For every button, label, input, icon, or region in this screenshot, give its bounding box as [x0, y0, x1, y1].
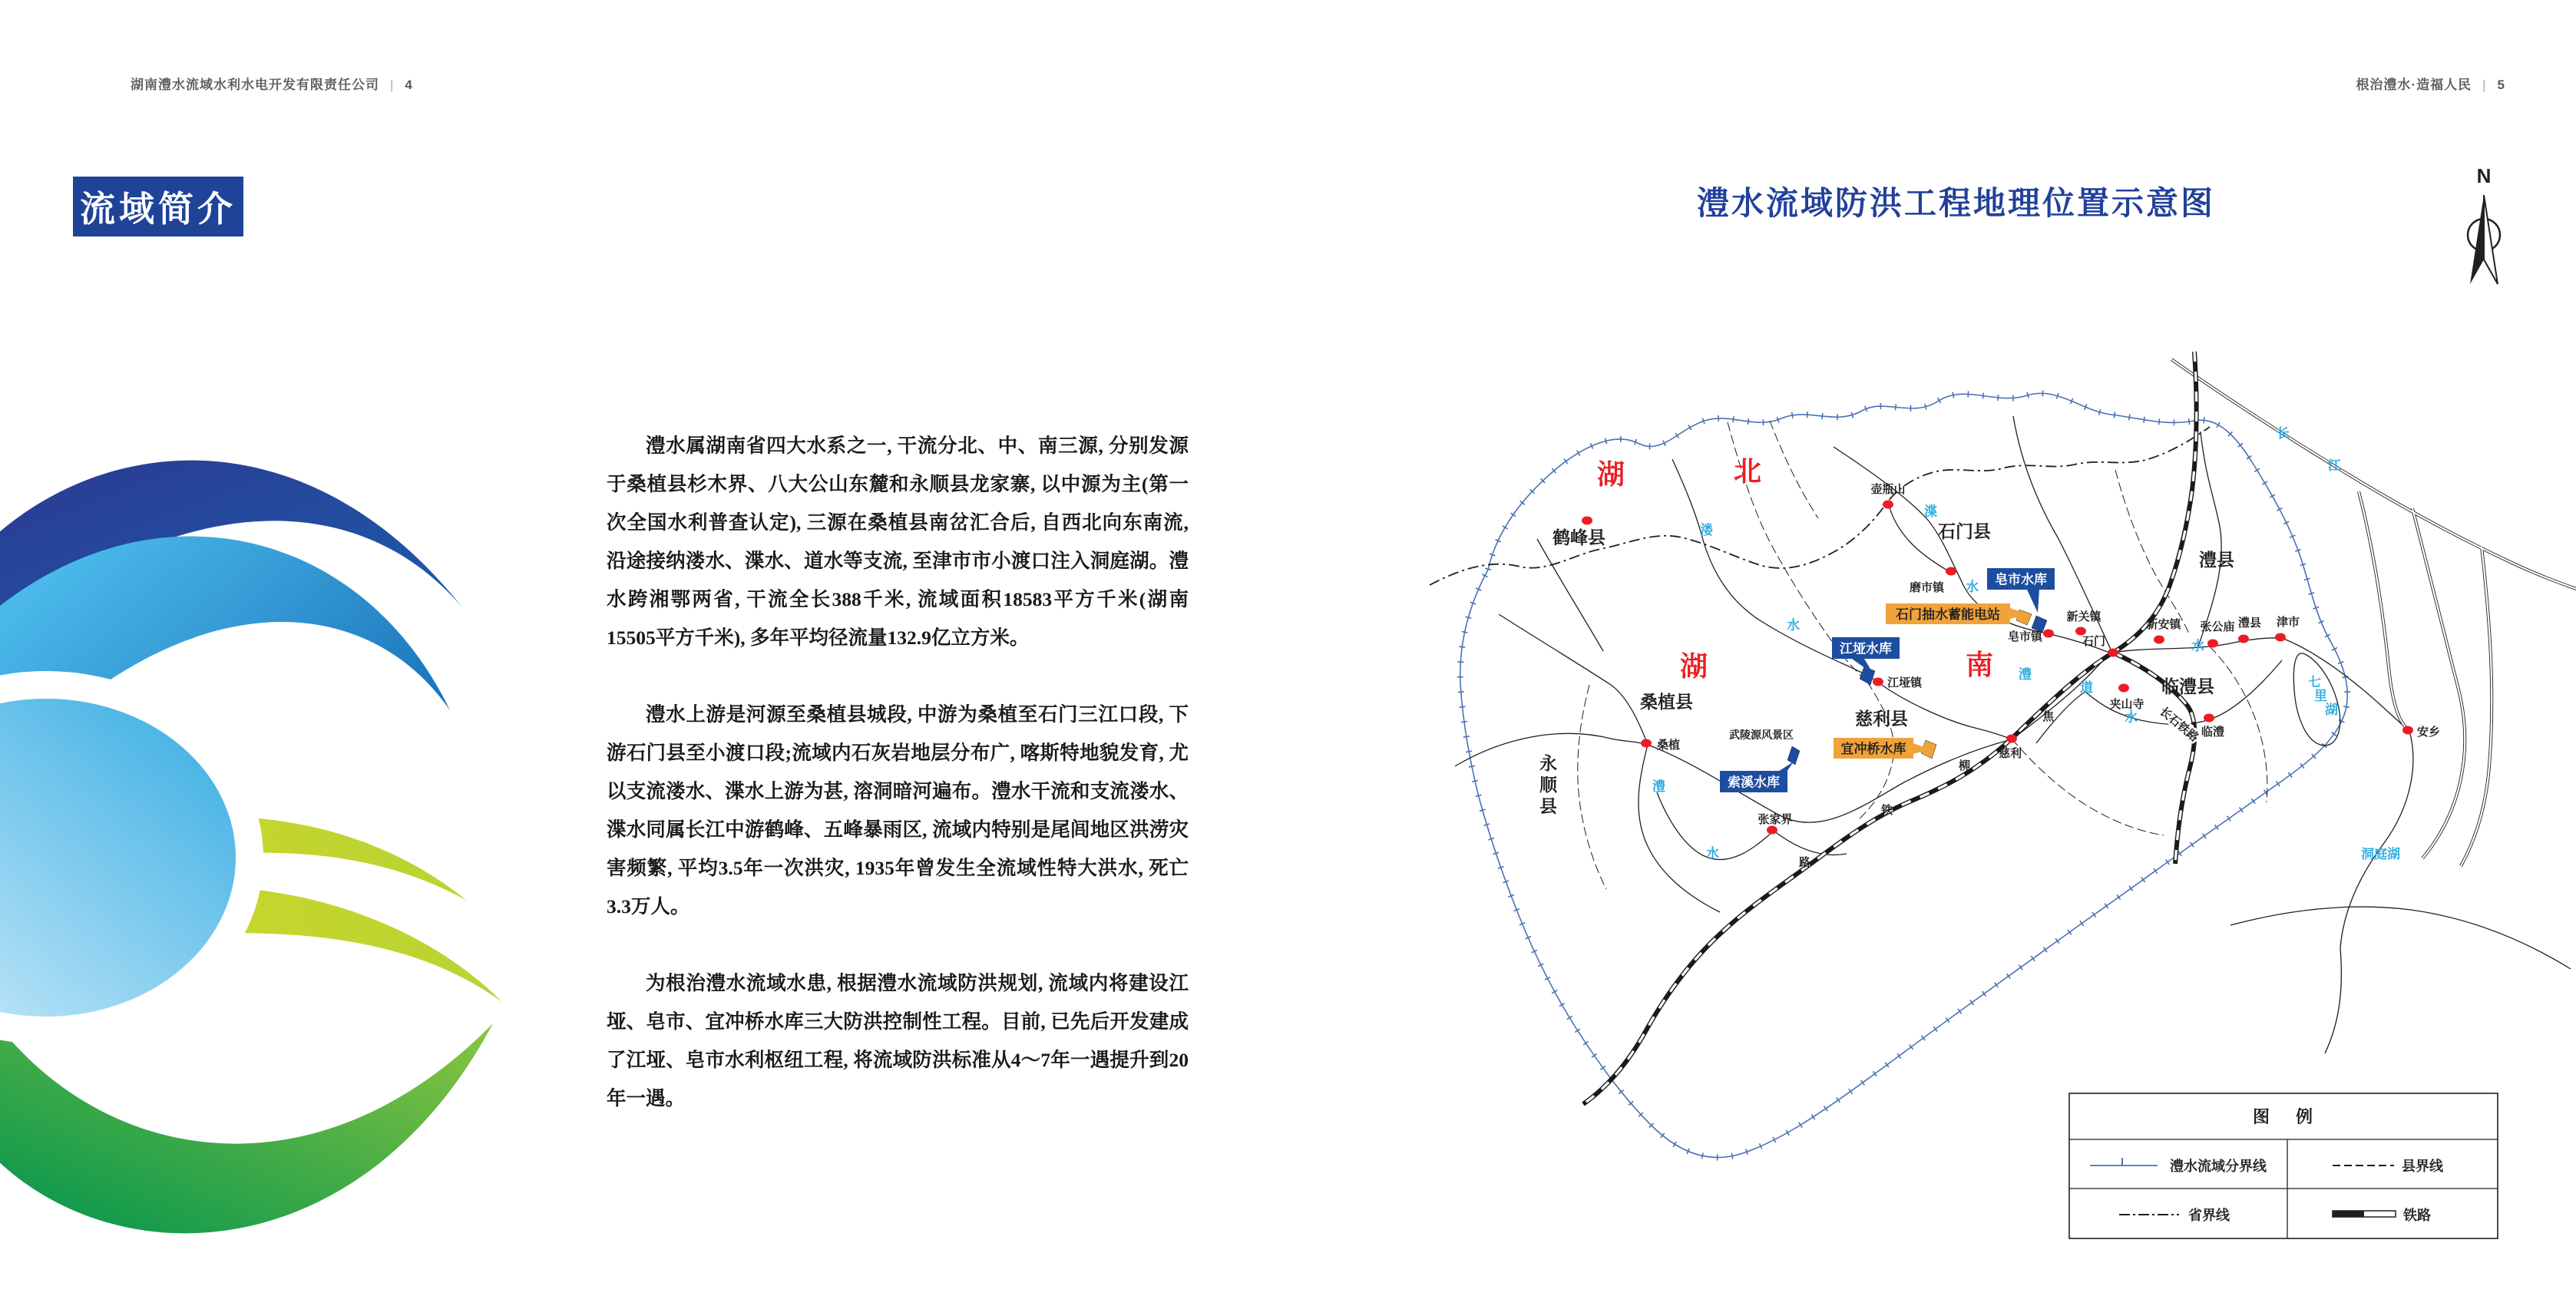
header-divider-right: | — [2482, 78, 2487, 92]
city-sangzhi-dot — [1641, 739, 1652, 748]
city-zhanggongmiao-dot — [2207, 640, 2218, 648]
river-to-dongting — [2282, 638, 2413, 948]
county-yongshun-3: 县 — [1539, 796, 1557, 816]
logo-center-drop — [0, 685, 250, 1030]
article-paragraph-2: 澧水上游是河源至桑植县城段, 中游为桑植至石门三江口段, 下游石门县至小渡口段;流域内石灰岩地层分布广, 喀斯特地貌发育, 尤以支流溇水、渫水上游为甚, 溶洞暗河遍布。澧水干流和支流溇水、渫水同属长江中游鹤峰、五峰暴雨区, 流域内特别是尾闾地区洪涝灾害频繁, 平均3.5年一次洪灾, 1935年曾发生全流域性特大洪水, 死亡3.3万人。 — [607, 703, 1189, 918]
rail-jiaoliu-3: 铁 — [1881, 804, 1893, 817]
header-right — [2356, 74, 2505, 93]
city-zaoshizhen-dot — [2043, 630, 2054, 638]
city-jiangyazhen-label: 江垭镇 — [1887, 676, 1923, 689]
section-title-badge: 流域简介 — [73, 177, 243, 236]
city-xinanzhen-label: 新安镇 — [2146, 618, 2181, 631]
county-yongshun-2: 顺 — [1539, 775, 1557, 795]
province-hubei-bei: 北 — [1734, 455, 1764, 487]
county-shimen: 石门县 — [1938, 521, 1991, 541]
scenic-wulingyuan-label: 武陵源风景区 — [1729, 729, 1794, 741]
north-compass — [2453, 160, 2515, 302]
map-legend — [2069, 1093, 2498, 1238]
header-company-name: 湖南澧水流域水利水电开发有限责任公司 — [131, 78, 379, 92]
province-hubei-hu: 湖 — [1597, 458, 1627, 490]
header-page-number-left: 4 — [405, 78, 413, 92]
city-moshizhen-label: 磨市镇 — [1909, 581, 1944, 594]
article-paragraph-3: 为根治澧水流域水患, 根据澧水流域防洪规划, 流域内将建设江垭、皂市、宜冲桥水库三大防洪控制性工程。目前, 已先后开发建成了江垭、皂市水利枢纽工程, 将流域防洪标准从4～7年一遇提升到20年一遇。 — [607, 972, 1189, 1109]
river-lou-1: 溇 — [1700, 523, 1713, 537]
city-lixian-label: 澧县 — [2237, 617, 2262, 630]
callout-yichongqiao-reservoir-label: 宜冲桥水库 — [1840, 742, 1906, 756]
header-divider: | — [390, 78, 395, 92]
rail-changshi: 长石铁路 — [2157, 705, 2201, 745]
city-lixian-dot — [2238, 635, 2249, 643]
city-jiashansi-dot — [2118, 684, 2129, 693]
compass-needle-dark — [2470, 195, 2484, 284]
legend-county-label: 县界线 — [2402, 1159, 2443, 1174]
river-changjiang-2: 江 — [2328, 458, 2341, 473]
rail-jiaoliu-1: 焦 — [2042, 710, 2055, 723]
city-shimen-dot — [2108, 649, 2118, 657]
header-page-number-right: 5 — [2497, 78, 2505, 92]
legend-railway-symbol-fill — [2333, 1211, 2364, 1217]
province-hunan-hu: 湖 — [1680, 650, 1710, 682]
city-xinguanzhen-label: 新关镇 — [2066, 610, 2101, 623]
county-linli: 临澧县 — [2161, 676, 2214, 696]
city-cili-label: 慈利 — [1998, 747, 2022, 760]
province-boundary-line — [1430, 427, 2210, 585]
river-daoshui — [2036, 660, 2282, 743]
company-swirl-logo — [0, 388, 599, 1294]
basin-boundary-line — [1460, 393, 2347, 1157]
river-changjiang-1: 长 — [2277, 426, 2290, 441]
city-jinshi-dot — [2275, 633, 2286, 642]
header-slogan: 根治澧水·造福人民 — [2356, 78, 2472, 92]
city-jinshi-label: 津市 — [2276, 616, 2300, 629]
river-li-up-1: 澧 — [1652, 779, 1665, 794]
lake-qilihu-3: 湖 — [2325, 703, 2338, 717]
city-sangzhi-label: 桑植 — [1657, 739, 1681, 752]
city-xinanzhen-dot — [2154, 636, 2164, 644]
river-lou-2: 水 — [1787, 618, 1800, 633]
city-anxiang-label: 安乡 — [2417, 726, 2441, 739]
river-li-mid-2: 水 — [2191, 639, 2204, 653]
city-xinguanzhen-dot — [2075, 627, 2086, 636]
header-left — [131, 74, 413, 93]
river-xie-1: 渫 — [1924, 504, 1937, 519]
rail-jiaoliu-4: 路 — [1799, 856, 1811, 869]
logo-arc-green — [0, 1017, 493, 1233]
county-cili: 慈利县 — [1855, 709, 1908, 729]
county-hefeng: 鹤峰县 — [1553, 527, 1605, 547]
callout-zaoshi-reservoir-pointer — [2027, 590, 2039, 613]
legend-title: 图 例 — [2252, 1107, 2324, 1126]
city-anxiang-dot — [2402, 726, 2413, 735]
map-label-layer — [1539, 425, 2440, 869]
county-lixian: 澧县 — [2199, 550, 2234, 570]
rail-jiaoliu-2: 柳 — [1959, 759, 1971, 772]
city-moshizhen-dot — [1946, 567, 1956, 576]
callout-suoxi-reservoir-label: 索溪水库 — [1728, 775, 1780, 790]
city-jiashansi-label: 夹山寺 — [2109, 698, 2144, 711]
province-hunan-nan: 南 — [1966, 649, 1996, 680]
city-jiangyazhen-dot — [1873, 678, 1883, 686]
city-zaoshizhen-label: 皂市镇 — [2007, 630, 2042, 643]
city-linli-label: 临澧 — [2201, 726, 2225, 739]
river-dao-1: 道 — [2080, 680, 2093, 695]
dam-suoxi — [1787, 746, 1800, 765]
article-basin-introduction — [607, 427, 1189, 1156]
map-title: 澧水流域防洪工程地理位置示意图 — [1697, 185, 2216, 221]
city-hefeng-dot-dot — [1582, 517, 1592, 525]
legend-railway-label: 铁路 — [2403, 1208, 2431, 1223]
lake-qilihu-2: 里 — [2314, 689, 2327, 703]
city-hupingshan-label: 壶瓶山 — [1870, 483, 1906, 496]
callout-zaoshi-reservoir-label: 皂市水库 — [1995, 572, 2047, 587]
lake-qilihu-1: 七 — [2308, 675, 2321, 689]
county-yongshun-1: 永 — [1539, 753, 1557, 773]
city-cili-dot — [2006, 735, 2017, 743]
city-linli-dot — [2204, 714, 2214, 722]
river-li-up-2: 水 — [1706, 846, 1719, 861]
callout-shimen-pumped-storage-label: 石门抽水蓄能电站 — [1896, 607, 2000, 622]
legend-province-label: 省界线 — [2188, 1208, 2230, 1223]
city-zhanggongmiao-label: 张公庙 — [2200, 620, 2235, 633]
lake-dongtinghu: 洞庭湖 — [2361, 847, 2400, 861]
river-li-mid-1: 澧 — [2019, 667, 2032, 682]
river-xie-2: 水 — [1966, 580, 1979, 594]
city-hupingshan-dot — [1883, 501, 1893, 509]
river-dao-2: 水 — [2125, 710, 2138, 725]
city-shimen-label: 石门 — [2082, 635, 2105, 648]
compass-north-label: N — [2476, 164, 2492, 187]
city-zhangjiajie-label: 张家界 — [1758, 813, 1793, 826]
flood-control-map — [1348, 322, 2576, 1278]
city-zhangjiajie-dot — [1767, 826, 1777, 835]
callout-jiangya-reservoir-label: 江垭水库 — [1840, 641, 1892, 656]
county-sangzhi: 桑植县 — [1640, 692, 1693, 712]
article-paragraph-1: 澧水属湖南省四大水系之一, 干流分北、中、南三源, 分别发源于桑植县杉木界、八大公山东麓和永顺县龙家寨, 以中源为主(第一次全国水利普查认定), 三源在桑植县南岔汇合后, 自西北向东南流, 沿途接纳溇水、渫水、道水等支流, 至津市市小渡口注入洞庭湖。澧水跨湘鄂两省, 干流全长388千米, 流域面积18583平方千米(湖南15505平方千米), 多年平均径流量132.9亿立方米。 — [607, 435, 1189, 649]
legend-basin-label: 澧水流域分界线 — [2170, 1159, 2267, 1174]
compass-needle-light — [2484, 195, 2498, 284]
river-loushui — [1672, 459, 2012, 739]
